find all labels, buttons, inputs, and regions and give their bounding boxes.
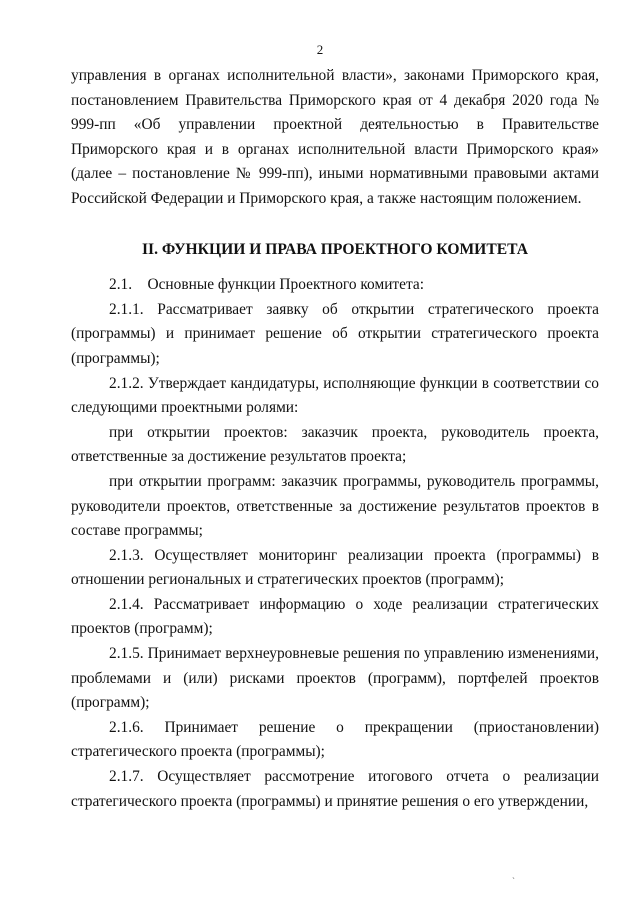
intro-paragraph: управления в органах исполнительной власти», законами Приморского края, постановлением Правительства Приморского края от 4 декабря 2020 года № 999-пп «Об управлении проектной деятельностью в Правительстве Приморского края и в органах исполнительной власти Приморского края» (далее – постановление № 999-пп), иными нормативными правовыми актами Российской Федерации и Приморского края, а также настоящим положением. — [71, 67, 599, 207]
paragraph-2-1-1: 2.1.1. Рассматривает заявку об открытии стратегического проекта (программы) и принимает решение об открытии стратегического проекта (программы); — [71, 300, 599, 367]
page-number: 2 — [316, 42, 324, 57]
paragraph-2-1-2: 2.1.2. Утверждает кандидатуры, исполняющие функции в соответствии со следующими проектными ролями: — [71, 374, 599, 417]
scan-speck: ` — [512, 876, 515, 886]
paragraph-programs-roles: при открытии программ: заказчик программы, руководитель программы, руководители проектов, ответственные за достижение результатов проектов в составе программы; — [71, 472, 599, 540]
paragraph-2-1-6: 2.1.6. Принимает решение о прекращении (приостановлении) стратегического проекта (программы); — [71, 718, 599, 761]
document-body — [71, 64, 599, 814]
section-heading: II. ФУНКЦИИ И ПРАВА ПРОЕКТНОГО КОМИТЕТА — [141, 240, 529, 258]
paragraph-2-1: 2.1. Основные функции Проектного комитета: — [109, 276, 425, 294]
paragraph-2-1-4: 2.1.4. Рассматривает информацию о ходе реализации стратегических проектов (программ); — [71, 595, 599, 638]
paragraph-2-1-7: 2.1.7. Осуществляет рассмотрение итогового отчета о реализации стратегического проекта (программы) и принятие решения о его утверждении, — [71, 768, 599, 810]
paragraph-2-1-5: 2.1.5. Принимает верхнеуровневые решения по управлению изменениями, проблемами и (или) рисками проектов (программ), портфелей проектов (программ); — [71, 645, 599, 712]
paragraph-projects-roles: при открытии проектов: заказчик проекта, руководитель проекта, ответственные за достижение результатов проекта; — [71, 423, 599, 466]
paragraph-2-1-3: 2.1.3. Осуществляет мониторинг реализации проекта (программы) в отношении региональных и стратегических проектов (программ); — [71, 546, 599, 589]
